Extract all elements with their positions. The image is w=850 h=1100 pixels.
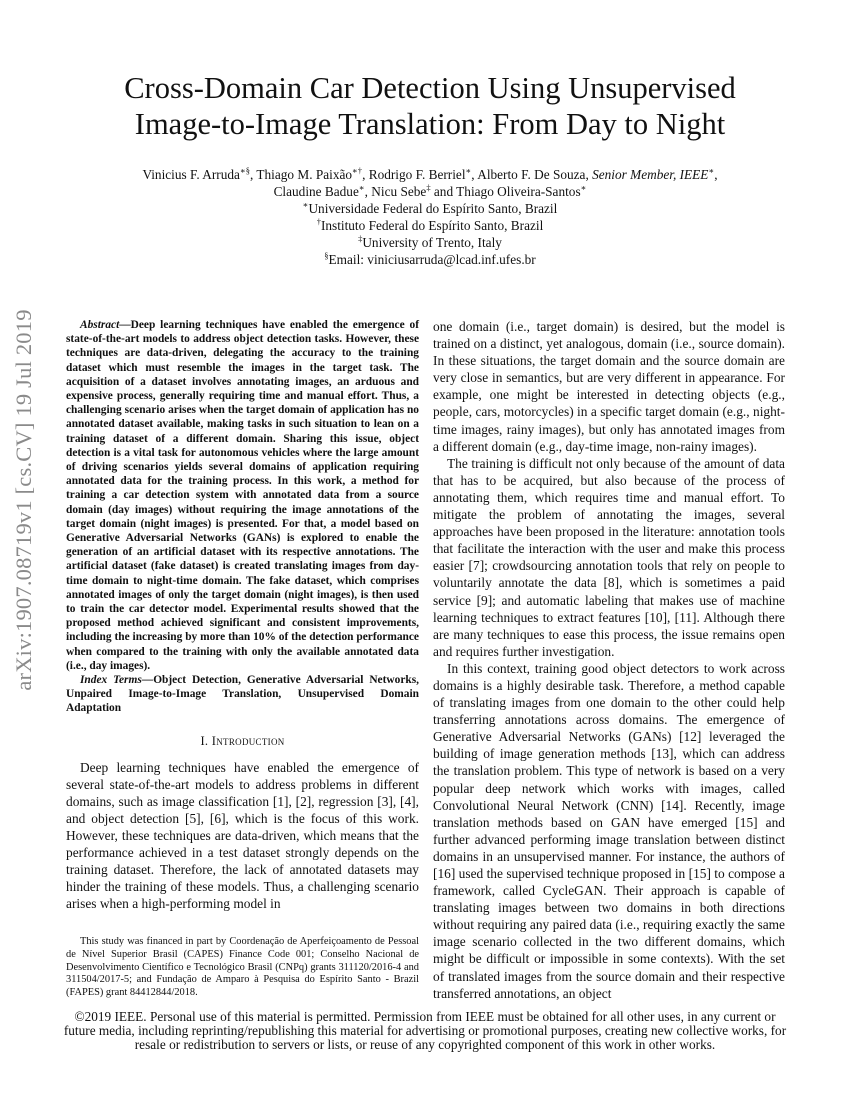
left-column xyxy=(66,318,419,913)
title-line-1: Cross-Domain Car Detection Using Unsupervised xyxy=(124,71,736,105)
section-number: I. xyxy=(200,733,212,748)
author-name: , Alberto F. De Souza, xyxy=(471,167,593,182)
author-mark: ∗§ xyxy=(239,165,250,176)
copyright-notice: ©2019 IEEE. Personal use of this material is permitted. Permission from IEEE must be obtained for all other uses, in any current or future media, including reprinting/republishing this material for advertising or promotional purposes, creating new collective works, for resale or redistribution to servers or lists, or reuse of any copyrighted component of this work in other works. xyxy=(63,1009,787,1052)
contact-email: Email: viniciusarruda@lcad.inf.ufes.br xyxy=(328,252,536,267)
arxiv-identifier: arXiv:1907.08719v1 [cs.CV] 19 Jul 2019 xyxy=(11,309,36,691)
affiliation-4 xyxy=(60,251,800,268)
paper-title xyxy=(60,70,800,142)
index-terms-label: Index Terms xyxy=(80,674,142,687)
title-line-2: Image-to-Image Translation: From Day to Night xyxy=(134,107,726,141)
author-name: , Rodrigo F. Berriel xyxy=(362,167,466,182)
affiliation-text: University of Trento, Italy xyxy=(362,235,502,250)
author-name: and Thiago Oliveira-Santos xyxy=(430,184,581,199)
author-role: Senior Member, IEEE xyxy=(592,167,709,182)
author-name: , Nicu Sebe xyxy=(364,184,427,199)
abstract-text: —Deep learning techniques have enabled the emergence of state-of-the-art models to address object detection tasks. However, these techniques are data-driven, delegating the accuracy to the training dataset which must resemble the images in the target task. The acquisition of a dataset involves annotating images, an arduous and expensive process, generally requiring time and manual effort. Thus, a challenging scenario arises when the target domain of application has no annotated dataset available, making tasks in such situation to lean on a training dataset of a different domain. Sharing this issue, object detection is a vital task for autonomous vehicles where the large amount of driving scenarios yields several domains of application requiring annotated data for the training process. In this work, a method for training a car detection system with annotated data from a source domain (day images) without requiring the image annotations of the target domain (night images) is presented. For that, a model based on Generative Adversarial Networks (GANs) is explored to enable the generation of an artificial dataset with its respective annotations. The artificial dataset (fake dataset) is created translating images from day-time domain to night-time domain. The fake dataset, which comprises annotated images of only the target domain (night images), is then used to train the car detector model. Experimental results showed that the proposed method achieved significant and consistent improvements, including the increasing by more than 10% of the detection performance when compared to the training with only the available annotated data (i.e., day images). xyxy=(66,319,419,672)
body-paragraph: The training is difficult not only because of the amount of data that has to be acquired, but also because of the process of annotating them, which requires time and manual effort. To mitigate the problem of annotating the images, several approaches have been proposed in the literature: annotation tools that facilitate the interaction with the user and make this process easier [7]; crowdsourcing annotation tools that rely on people to voluntarily annotate the data [8], which is sometimes a paid service [9]; and automatic labeling that makes use of machine learning techniques to extract features [10], [11]. Although there are many techniques to ease this process, the issue remains open and requires further investigation. xyxy=(433,455,785,659)
author-name: Claudine Badue xyxy=(273,184,359,199)
body-paragraph: In this context, training good object detectors to work across domains is a highly desirable task. Therefore, a method capable of translating images from one domain to the other could help transferring annotations across domains. The emergence of Generative Adversarial Networks (GANs) [12] leveraged the building of image generation methods [13], which can address the translation problem. This type of network is based on a very popular deep network which works with images, called Convolutional Neural Network (CNN) [14]. Recently, image translation methods based on GAN have emerged [15] and further advanced performing image translation between distinct domains in an unsupervised manner. For instance, the authors of [16] used the supervised technique proposed in [15] to compose a framework, called CycleGAN. Their approach is capable of translating images between two domains in both directions without requiring any paired data (i.e., requiring exactly the same image scenario collected in the two different domains, which might be difficult or impossible in some contexts). With the set of translated images from the source domain and their respective transferred annotations, an object xyxy=(433,660,785,1001)
funding-footnote: This study was financed in part by Coordenação de Aperfeiçoamento de Pessoal de Nível Superior Brasil (CAPES) Finance Code 001; Conselho Nacional de Desenvolvimento Científico e Tecnológico Brasil (CNPq) grants 311120/2016-4 and 311504/2017-5; and Fundação de Amparo à Pesquisa do Espírito Santo - Brazil (FAPES) grant 84412844/2018. xyxy=(66,936,419,999)
author-name: , Thiago M. Paixão xyxy=(249,167,353,182)
affiliation-mark: ∗ xyxy=(302,199,309,210)
author-mark: ∗ xyxy=(358,182,365,193)
author-mark: ∗ xyxy=(465,165,472,176)
author-line-2 xyxy=(60,183,800,200)
abstract xyxy=(66,318,419,673)
section-title: Introduction xyxy=(211,733,285,748)
affiliation-2 xyxy=(60,217,800,234)
affiliation-mark: § xyxy=(324,250,329,261)
affiliation-mark: † xyxy=(316,216,321,227)
right-column xyxy=(433,318,785,1002)
author-name: Vinicius F. Arruda xyxy=(142,167,240,182)
intro-paragraph: Deep learning techniques have enabled the emergence of several state-of-the-art models to address problems in different domains, such as image classification [1], [2], regression [3], [4], and object detection [5], [6], which is the focus of this work. However, these techniques are data-driven, which means that the performance achieved in a test dataset strongly depends on the training dataset. Therefore, the lack of annotated datasets may hinder the training of these models. Thus, a challenging scenario arises when a high-performing model in xyxy=(66,759,419,912)
author-mark: ∗ xyxy=(708,165,715,176)
arxiv-sidebar xyxy=(4,300,44,700)
author-mark: ∗ xyxy=(580,182,587,193)
author-mark: ∗† xyxy=(352,165,363,176)
affiliation-mark: ‡ xyxy=(358,233,363,244)
affiliation-text: Instituto Federal do Espírito Santo, Brazil xyxy=(320,218,544,233)
author-block xyxy=(60,166,800,268)
author-line-1 xyxy=(60,166,800,183)
body-paragraph: one domain (i.e., target domain) is desired, but the model is trained on a distinct, yet analogous, domain (i.e., source domain). In these situations, the target domain and the source domain are very close in semantics, but are very different in appearance. For example, one might be interested in detecting objects (e.g., people, cars, motorcycles) in a specific target domain (e.g., night-time images, rainy images), but only has annotated images from a different domain (e.g., day-time image, non-rainy images). xyxy=(433,319,785,454)
affiliation-3 xyxy=(60,234,800,251)
author-mark: ‡ xyxy=(426,182,431,193)
abstract-label: Abstract xyxy=(80,319,120,331)
index-terms xyxy=(66,673,419,716)
index-terms-text: —Object Detection, Generative Adversarial Networks, Unpaired Image-to-Image Translation, Unsupervised Domain Adaptation xyxy=(66,674,419,715)
section-heading xyxy=(66,734,419,749)
author-separator: , xyxy=(714,167,718,182)
affiliation-text: Universidade Federal do Espírito Santo, Brazil xyxy=(308,201,558,216)
affiliation-1 xyxy=(60,200,800,217)
